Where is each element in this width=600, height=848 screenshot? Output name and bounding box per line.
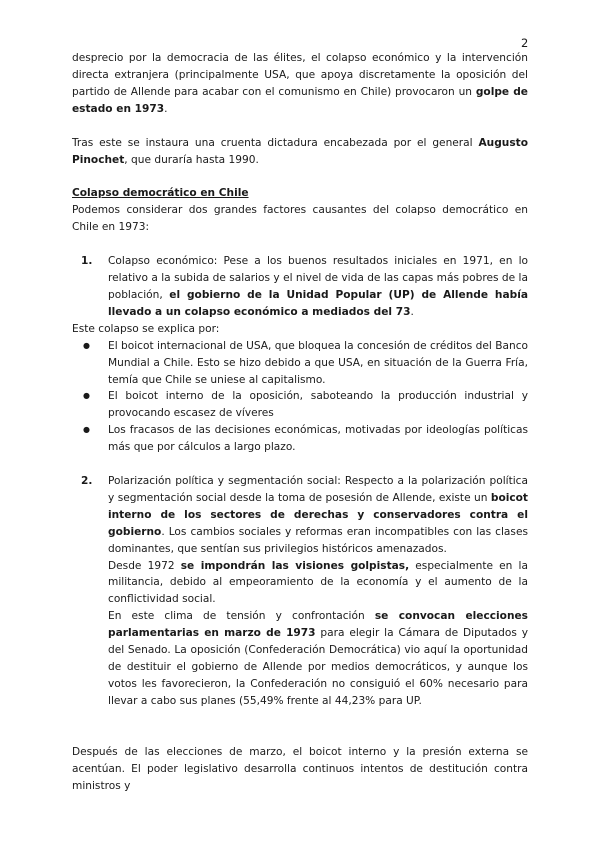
list-number: 2.	[81, 475, 93, 488]
list-item: ● El boicot internacional de USA, que bloquea la concesión de créditos del Banco Mundial a Chile. Esto se hizo debido a que USA, en situación de la Guerra Fría, temía que Chile se uniese al capitalismo.	[72, 338, 528, 389]
causes-list	[72, 338, 528, 456]
paragraph-golpe: desprecio por la democracia de las élites, el colapso económico y la intervención directa extranjera (principalmente USA, que apoya discretamente la oposición del partido de Allende para acabar con el comunismo en Chile) provocaron un golpe de estado en 1973.	[72, 52, 528, 115]
section-heading: Colapso democrático en Chile	[72, 187, 249, 200]
paragraph-closing: Después de las elecciones de marzo, el boicot interno y la presión externa se acentúan. El poder legislativo desarrolla continuos intentos de destitución contra ministros y	[72, 745, 528, 792]
list-item: ● Los fracasos de las decisiones económicas, motivadas por ideologías políticas más que por cálculos a largo plazo.	[72, 422, 528, 456]
explain-intro: Este colapso se explica por:	[72, 322, 220, 335]
paragraph-pinochet: Tras este se instaura una cruenta dictadura encabezada por el general Augusto Pinochet, que duraría hasta 1990.	[72, 136, 528, 166]
list-item-polarizacion: 2. Polarización política y segmentación social: Respecto a la polarización política y segmentación social desde la toma de posesión de Allende, existe un boicot interno de los sectores de derechas y conservadores contra el gobierno. Los cambios sociales y reformas eran incompatibles con las clases dominantes, que sentían sus privilegios históricos amenazados. Desde 1972 se impondrán las visiones golpistas, especialmente en la militancia, debido al empeoramiento de la economía y el aumento de la conflictividad social. En este clima de tensión y confrontación se convocan elecciones parlamentarias en marzo de 1973 para elegir la Cámara de Diputados y del Senado. La oposición (Confederación Democrática) vio aquí la oportunidad de destituir el gobierno de Allende por medios democráticos, y aunque los votos les favorecieron, la Confederación no consiguió el 60% necesario para llevar a cabo sus planes (55,49% frente al 44,23% para UP.	[81, 475, 528, 707]
page-number: 2	[521, 36, 529, 50]
list-item: ● El boicot interno de la oposición, saboteando la producción industrial y provocando escasez de víveres	[72, 388, 528, 422]
section-intro: Podemos considerar dos grandes factores causantes del colapso democrático en Chile en 1973:	[72, 204, 528, 234]
document-body	[72, 50, 528, 794]
list-item-colapso-economico: 1. Colapso económico: Pese a los buenos resultados iniciales en 1971, en lo relativo a la subida de salarios y el nivel de vida de las capas más pobres de la población, el gobierno de la Unidad Popular (UP) de Allende había llevado a un colapso económico a mediados del 73.	[81, 255, 528, 318]
list-number: 1.	[81, 255, 93, 268]
